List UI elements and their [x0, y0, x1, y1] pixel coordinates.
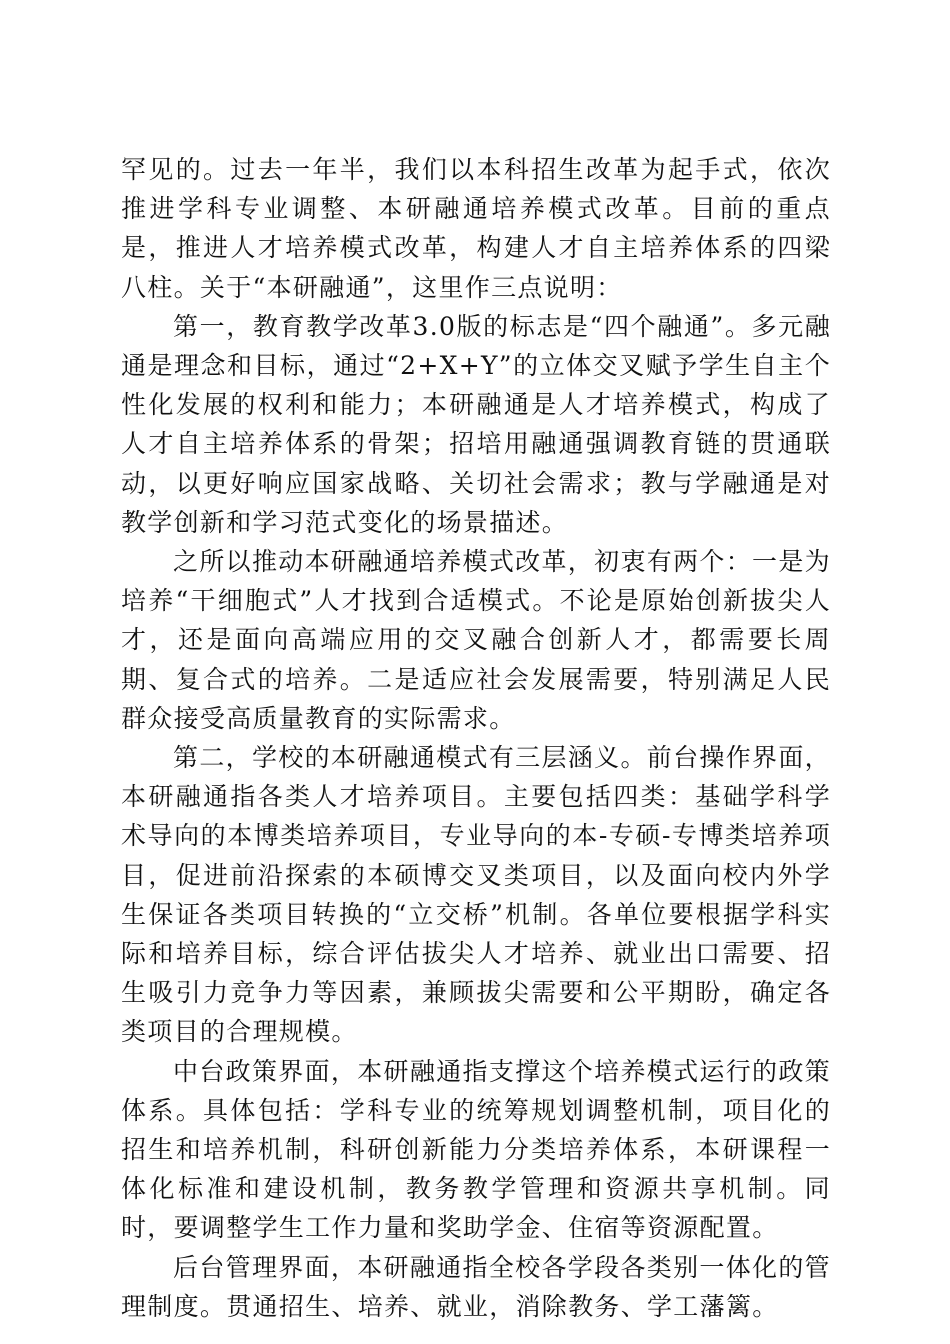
- paragraph-5: 中台政策界面，本研融通指支撑这个培养模式运行的政策体系。具体包括：学科专业的统筹规划调整机制，项目化的招生和培养机制，科研创新能力分类培养体系，本研课程一体化标准和建设机制，教务教学管理和资源共享机制。同时，要调整学生工作力量和奖助学金、住宿等资源配置。: [121, 1056, 831, 1243]
- paragraph-1: 罕见的。过去一年半，我们以本科招生改革为起手式，依次推进学科专业调整、本研融通培养模式改革。目前的重点是，推进人才培养模式改革，构建人才自主培养体系的四梁八柱。关于“本研融通”，这里作三点说明：: [121, 155, 831, 302]
- paragraph-4: 第二，学校的本研融通模式有三层涵义。前台操作界面，本研融通指各类人才培养项目。主要包括四类：基础学科学术导向的本博类培养项目，专业导向的本-专硕-专博类培养项目，促进前沿探索的本硕博交叉类项目，以及面向校内外学生保证各类项目转换的“立交桥”机制。各单位要根据学科实际和培养目标，综合评估拔尖人才培养、就业出口需要、招生吸引力竞争力等因素，兼顾拔尖需要和公平期盼，确定各类项目的合理规模。: [121, 743, 831, 1047]
- body-text: [121, 150, 831, 1326]
- paragraph-3: 之所以推动本研融通培养模式改革，初衷有两个：一是为培养“干细胞式”人才找到合适模式。不论是原始创新拔尖人才，还是面向高端应用的交叉融合创新人才，都需要长周期、复合式的培养。二是适应社会发展需要，特别满足人民群众接受高质量教育的实际需求。: [121, 547, 831, 733]
- paragraph-2: 第一，教育教学改革3.0版的标志是“四个融通”。多元融通是理念和目标，通过“2+X+Y”的立体交叉赋予学生自主个性化发展的权利和能力；本研融通是人才培养模式，构成了人才自主培养体系的骨架；招培用融通强调教育链的贯通联动，以更好响应国家战略、关切社会需求；教与学融通是对教学创新和学习范式变化的场景描述。: [121, 311, 831, 537]
- paragraph-6: 后台管理界面，本研融通指全校各学段各类别一体化的管理制度。贯通招生、培养、就业，消除教务、学工藩篱。: [121, 1252, 831, 1321]
